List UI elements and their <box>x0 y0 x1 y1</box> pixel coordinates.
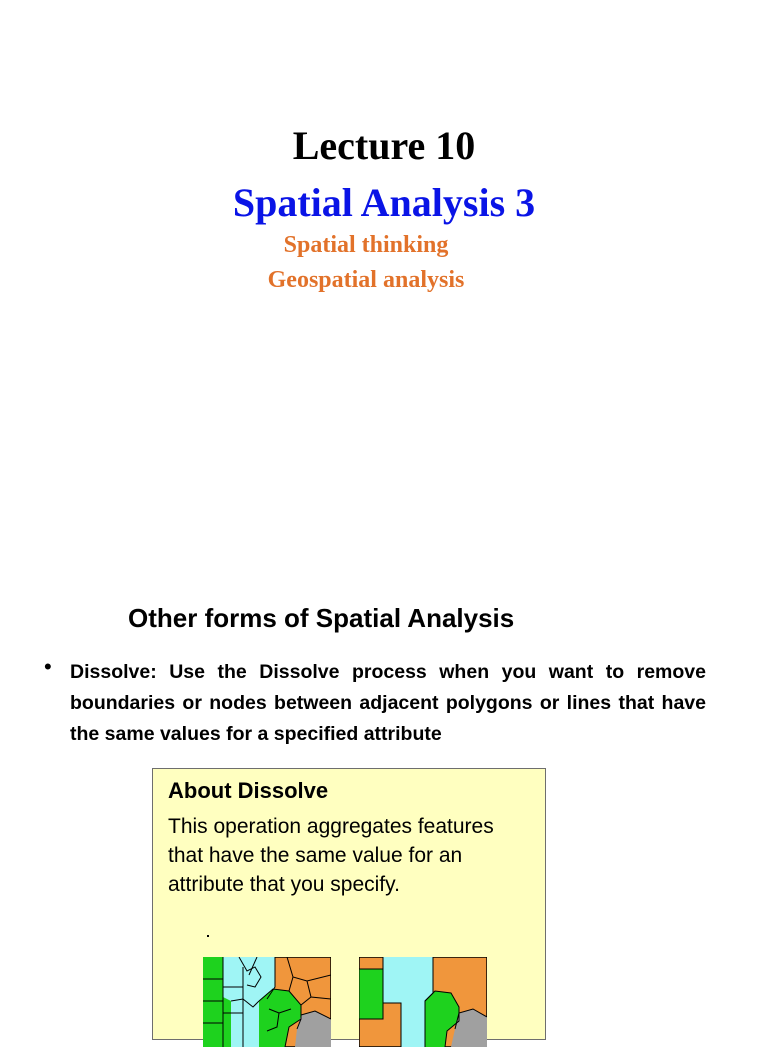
decorative-dot <box>207 935 209 937</box>
panel-title: About Dissolve <box>168 778 329 803</box>
topic-geospatial-analysis: Geospatial analysis <box>267 267 465 293</box>
section-heading: Other forms of Spatial Analysis <box>128 603 515 633</box>
panel-description: This operation aggregates features that have the same value for an attribute that you specify. <box>168 815 494 896</box>
subject-title: Spatial Analysis 3 <box>232 180 536 225</box>
before-dissolve-map-icon <box>203 957 331 1047</box>
dissolve-bullet-text: Dissolve: Use the Dissolve process when you want to remove boundaries or nodes between adjacent polygons or lines that have the same values for a specified attribute <box>70 661 706 745</box>
after-dissolve-map-icon <box>359 957 487 1047</box>
topic-spatial-thinking: Spatial thinking <box>283 232 449 258</box>
lecture-title: Lecture 10 <box>292 123 476 168</box>
dissolve-info-panel <box>152 768 546 1040</box>
bullet-dot-icon: • <box>44 654 52 679</box>
